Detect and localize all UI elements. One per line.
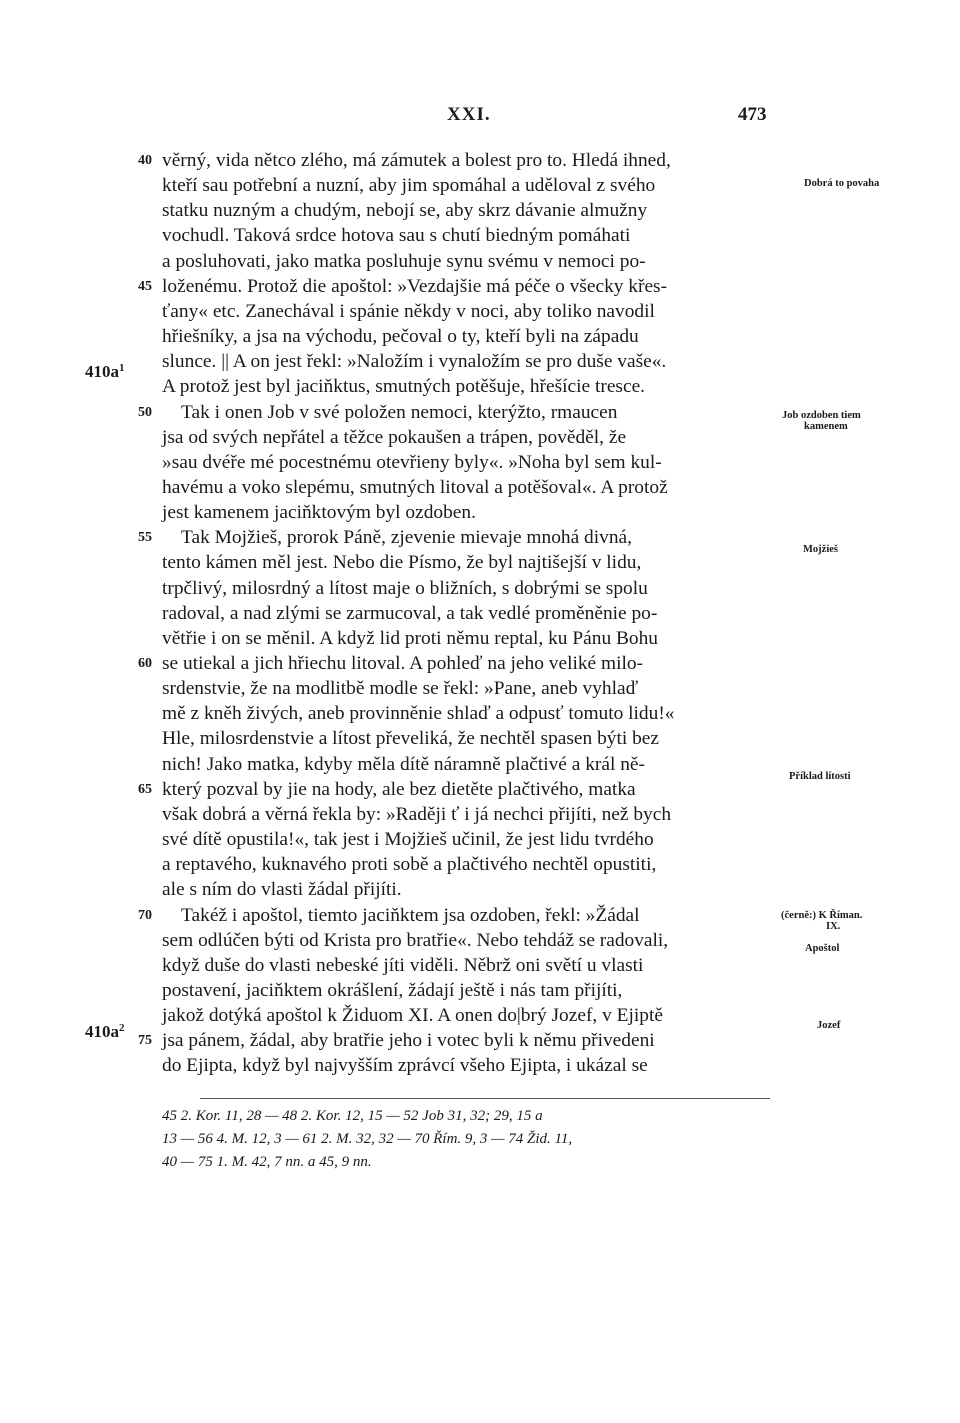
text-line: jest kamenem jaciňktovým byl ozdoben.	[162, 502, 476, 523]
text-line: jsa pánem, žádal, aby bratřie jeho i votec byli k němu přivedeni	[162, 1030, 655, 1051]
text-line: vochudl. Taková srdce hotova sau s chutí biedným pomáhati	[162, 225, 631, 246]
text-line: Tak Mojžieš, prorok Páně, zjevenie mievaje mnohá divná,	[162, 527, 632, 548]
margin-note: Jozef	[817, 1020, 841, 1031]
text-line: Tak i onen Job v své položen nemoci, kterýžto, rmaucen	[162, 402, 618, 423]
text-line: Hle, milosrdenstvie a lítost převeliká, že nechtěl spasen býti bez	[162, 728, 659, 749]
text-line: který pozval by jie na hody, ale bez dietěte plačtivého, matka	[162, 779, 636, 800]
text-line: ale s ním do vlasti žádal přijíti.	[162, 879, 402, 900]
margin-note: Job ozdoben tiem	[782, 410, 861, 421]
folio-marker: $410a^2$	[85, 1022, 125, 1041]
line-number: 60	[138, 656, 152, 671]
text-line: Takéž i apoštol, tiemto jaciňktem jsa ozdoben, řekl: »Žádal	[162, 905, 640, 926]
text-line: ťany« etc. Zanechával i spánie někdy v noci, aby toliko navodil	[162, 301, 655, 322]
text-line: a posluhovati, jako matka posluhuje synu svému v nemoci po-	[162, 251, 646, 272]
page-number: 473	[738, 104, 767, 125]
margin-note: Mojžieš	[803, 544, 838, 555]
line-number: 65	[138, 782, 152, 797]
text-line: sem odlúčen býti od Krista pro bratřie«. Nebo tehdáž se radovali,	[162, 930, 669, 951]
line-number: 55	[138, 530, 152, 545]
line-number: 45	[138, 279, 152, 294]
margin-note: (černě:) K Říman.	[781, 910, 863, 921]
text-line: trpčlivý, milosrdný a lítost maje o bližních, s dobrými se spolu	[162, 578, 648, 599]
margin-note: Apoštol	[805, 943, 840, 954]
text-line: nich! Jako matka, kdyby měla dítě náramně plačtivé a král ně-	[162, 754, 645, 775]
line-number: 50	[138, 405, 152, 420]
margin-note: Dobrá to povaha	[804, 178, 880, 189]
margin-note: kamenem	[804, 421, 848, 432]
text-line: větřie i on se měnil. A když lid proti němu reptal, ku Pánu Bohu	[162, 628, 659, 649]
text-line: hřiešníky, a jsa na východu, pečoval o ty, kteří byli na západu	[162, 326, 639, 347]
text-line: tento kámen měl jest. Nebo die Písmo, že byl najtišejší v lidu,	[162, 552, 642, 573]
text-line: loženému. Protož die apoštol: »Vezdajšie má péče o všecky křes-	[162, 276, 668, 297]
footnote-line: 13 — 56 4. M. 12, 3 — 61 2. M. 32, 32 — 70 Řím. 9, 3 — 74 Žid. 11,	[162, 1131, 573, 1147]
text-line: do Ejipta, když byl najvyšším zprávcí všeho Ejipta, i ukázal se	[162, 1055, 648, 1076]
text-line: havému a voko slepému, smutných litoval a potěšoval«. A protož	[162, 477, 668, 498]
line-number: 75	[138, 1033, 152, 1048]
text-line: a reptavého, kuknavého proti sobě a plačtivého nechtěl opustiti,	[162, 854, 657, 875]
text-line: jsa od svých nepřátel a těžce pokaušen a trápen, pověděl, že	[162, 427, 627, 448]
text-line: kteří sau potřební a nuzní, aby jim spomáhal a uděloval z svého	[162, 175, 656, 196]
margin-note: IX.	[826, 921, 841, 932]
text-line: statku nuzným a chudým, nebojí se, aby skrz dávanie almužny	[162, 200, 648, 221]
footnote-divider	[200, 1098, 770, 1099]
line-number: 70	[138, 908, 152, 923]
text-line: věrný, vida nětco zlého, má zámutek a bolest pro to. Hledá ihned,	[162, 150, 671, 171]
text-line: srdenstvie, že na modlitbě modle se řekl: »Pane, aneb vyhlaď	[162, 678, 639, 699]
text-line: radoval, a nad zlými se zarmucoval, a tak vedlé proměněnie po-	[162, 603, 658, 624]
line-number: 40	[138, 153, 152, 168]
running-header-chapter: XXI.	[447, 104, 491, 125]
footnote-line: 45 2. Kor. 11, 28 — 48 2. Kor. 12, 15 — 52 Job 31, 32; 29, 15 a	[162, 1108, 543, 1124]
text-line: když duše do vlasti nebeské jíti viděli. Něbrž oni světí u vlasti	[162, 955, 644, 976]
text-line: jakož dotýká apoštol k Židuom XI. A onen do|brý Jozef, v Ejiptě	[162, 1005, 663, 1026]
text-line: však dobrá a věrná řekla by: »Raději ť i já nechci přijíti, než bych	[162, 804, 672, 825]
text-line: mě z kněh živých, aneb provinněnie shlaď a odpusť tomuto lidu!«	[162, 703, 675, 724]
folio-marker: $410a^1$	[85, 362, 125, 381]
text-line: »sau dvéře mé pocestnému otevřieny byly«. »Noha byl sem kul-	[162, 452, 662, 473]
text-line: postavení, jaciňktem okrášlení, žádají ještě i nás tam přijíti,	[162, 980, 623, 1001]
margin-note: Příklad lítosti	[789, 771, 851, 782]
text-line: slunce. || A on jest řekl: »Naložím i vynaložím se pro duše vaše«.	[162, 351, 667, 372]
text-line: A protož jest byl jaciňktus, smutných potěšuje, hřešície tresce.	[162, 376, 646, 397]
text-line: své dítě opustila!«, tak jest i Mojžieš učinil, že jest lidu tvrdého	[162, 829, 654, 850]
text-line: se utiekal a jich hřiechu litoval. A pohleď na jeho veliké milo-	[162, 653, 644, 674]
footnote-line: 40 — 75 1. M. 42, 7 nn. a 45, 9 nn.	[162, 1154, 372, 1170]
